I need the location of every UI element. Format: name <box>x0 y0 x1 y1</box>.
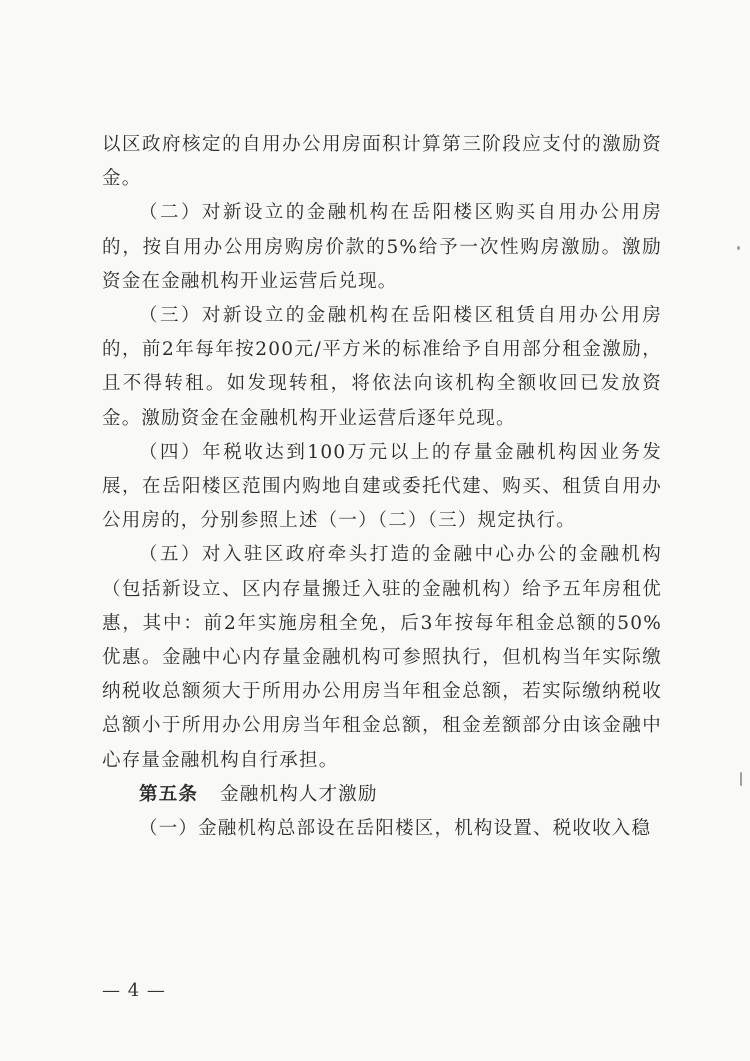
article-heading <box>102 778 662 812</box>
body-text <box>102 128 662 846</box>
paragraph-item-2: （二）对新设立的金融机构在岳阳楼区购买自用办公用房的，按自用办公用房购房价款的5%给予一次性购房激励。激励资金在金融机构开业运营后兑现。 <box>102 202 662 292</box>
paragraph-item-4: （四）年税收达到100万元以上的存量金融机构因业务发展，在岳阳楼区范围内购地自建或委托代建、购买、租赁自用办公用房的，分别参照上述（一）（二）（三）规定执行。 <box>102 441 662 532</box>
paragraph-item-3: （三）对新设立的金融机构在岳阳楼区租赁自用办公用房的，前2年每年按200元/平方米的标准给予自用部分租金激励，且不得转租。如发现转租，将依法向该机构全额收回已发放资金。激励资金在金融机构开业运营后逐年兑现。 <box>102 305 662 429</box>
scan-speck <box>737 246 740 250</box>
paragraph-continuation: 以区政府核定的自用办公用房面积计算第三阶段应支付的激励资金。 <box>102 134 662 190</box>
article-number: 第五条 <box>139 783 199 805</box>
scan-speck <box>740 772 742 786</box>
page-number: — 4 — <box>102 980 166 1001</box>
paragraph-item-article5-1: （一）金融机构总部设在岳阳楼区，机构设置、税收收入稳 <box>139 818 652 840</box>
paragraph-item-5: （五）对入驻区政府牵头打造的金融中心办公的金融机构（包括新设立、区内存量搬迁入驻的金融机构）给予五年房租优惠，其中：前2年实施房租全免，后3年按每年租金总额的50%优惠。金融中心内存量金融机构可参照执行，但机构当年实际缴纳税收总额须大于所用办公用房当年租金总额，若实际缴纳税收总额小于所用办公用房当年租金总额，租金差额部分由该金融中心存量金融机构自行承担。 <box>102 544 662 771</box>
article-title: 金融机构人才激励 <box>220 783 378 805</box>
